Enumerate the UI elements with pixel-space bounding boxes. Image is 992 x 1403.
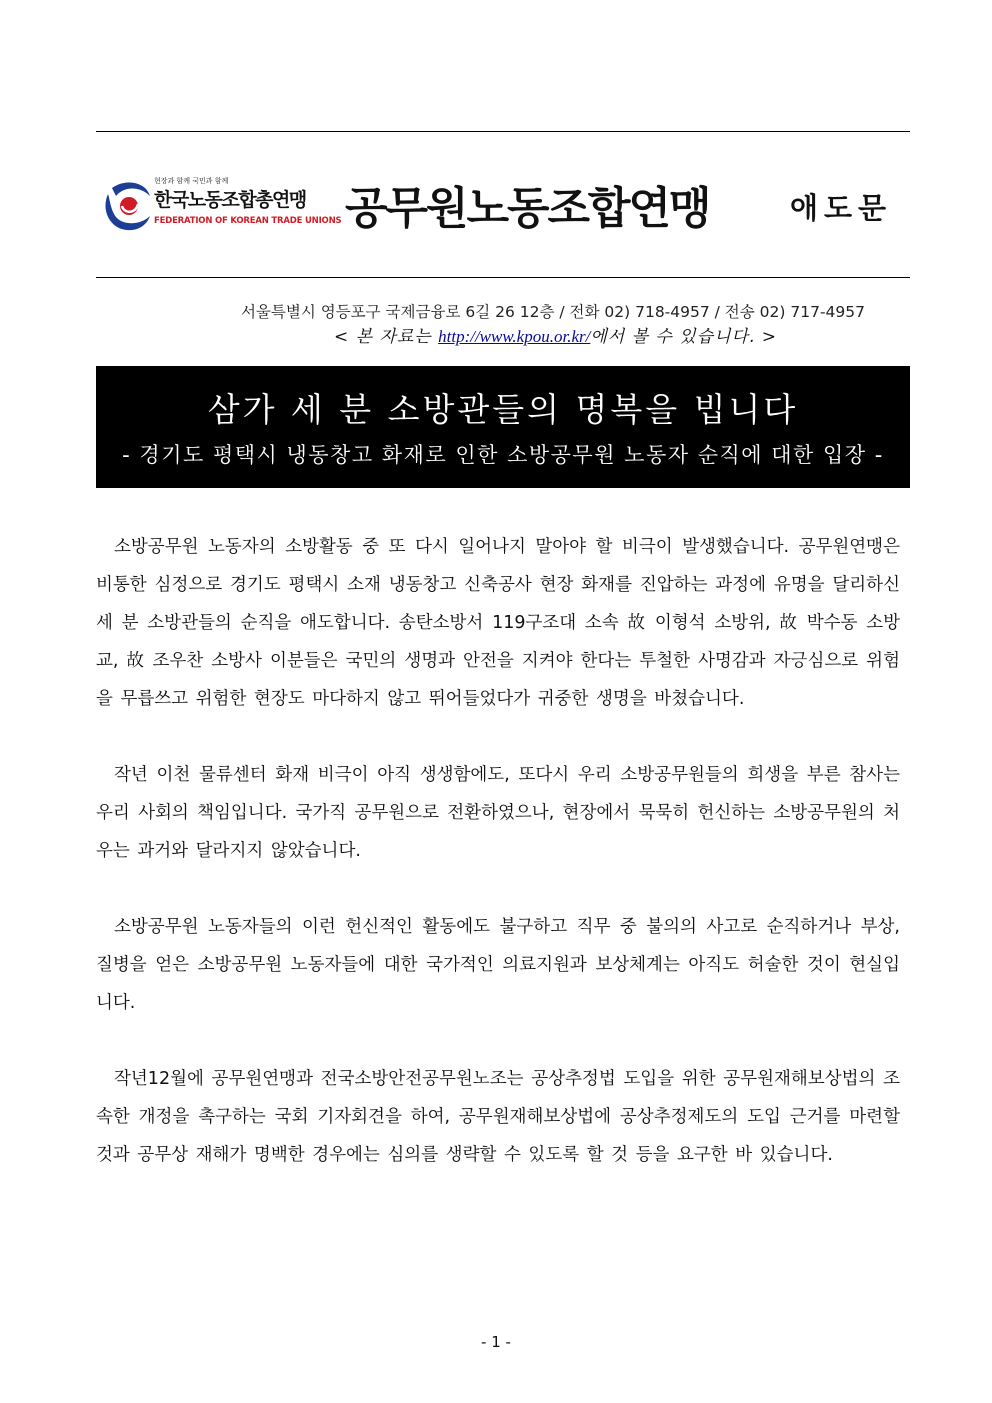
top-divider (96, 131, 910, 132)
website-notice (334, 322, 777, 347)
subheadline: - 경기도 평택시 냉동창고 화재로 인한 소방공무원 노동자 순직에 대한 입장 - (122, 443, 884, 467)
notice-prefix: < 본 자료는 (333, 327, 439, 347)
fktu-emblem-icon (102, 176, 152, 234)
fktu-logo (102, 176, 342, 234)
body-paragraph-2: 작년 이천 물류센터 화재 비극이 아직 생생함에도, 또다시 우리 소방공무원들의 희생을 부른 참사는 우리 사회의 책임입니다. 국가직 공무원으로 전환하였으나, 현장에서 묵묵히 헌신하는 소방공무원의 처우는 과거와 달라지지 않았습니다. (96, 765, 900, 861)
headline: 삼가 세 분 소방관들의 명복을 빕니다 (207, 390, 799, 429)
title-banner (96, 366, 910, 488)
organization-title: 공무원노동조합연맹 (345, 183, 710, 234)
page-number: - 1 - (481, 1333, 511, 1351)
logo-name-english: FEDERATION OF KOREAN TRADE UNIONS (154, 216, 342, 226)
body-paragraph-3: 소방공무원 노동자들의 이런 헌신적인 활동에도 불구하고 직무 중 불의의 사고로 순직하거나 부상, 질병을 얻은 소방공무원 노동자들에 대한 국가적인 의료지원과 보상체계는 아직도 허술한 것이 현실입니다. (96, 917, 900, 1013)
document-type-label: 애도문 (790, 191, 893, 225)
website-link[interactable]: http://www.kpou.or.kr/ (438, 327, 591, 346)
body-paragraph-1: 소방공무원 노동자의 소방활동 중 또 다시 일어나지 말아야 할 비극이 발생했습니다. 공무원연맹은 비통한 심정으로 경기도 평택시 소재 냉동창고 신축공사 현장 화재를 진압하는 과정에 유명을 달리하신 세 분 소방관들의 순직을 애도합니다. 송탄소방서 119구조대 소속 故 이형석 소방위, 故 박수동 소방교, 故 조우찬 소방사 이분들은 국민의 생명과 안전을 지켜야 한다는 투철한 사명감과 자긍심으로 위험을 무릅쓰고 위험한 현장도 마다하지 않고 뛰어들었다가 귀중한 생명을 바쳤습니다. (96, 537, 900, 709)
contact-address: 서울특별시 영등포구 국제금융로 6길 26 12층 / 전화 02) 718-4957 / 전송 02) 717-4957 (240, 303, 865, 321)
body-paragraph-4: 작년12월에 공무원연맹과 전국소방안전공무원노조는 공상추정법 도입을 위한 공무원재해보상법의 조속한 개정을 촉구하는 국회 기자회견을 하여, 공무원재해보상법에 공상추정제도의 도입 근거를 마련할 것과 공무상 재해가 명백한 경우에는 심의를 생략할 수 있도록 할 것 등을 요구한 바 있습니다. (96, 1069, 900, 1165)
document-body (96, 528, 900, 1212)
header-bottom-divider (96, 277, 910, 278)
logo-name-korean: 한국노동조합총연맹 (154, 189, 306, 211)
logo-slogan: 현장과 함께 국민과 함께 (154, 177, 229, 185)
notice-suffix: 에서 볼 수 있습니다. > (590, 327, 777, 347)
